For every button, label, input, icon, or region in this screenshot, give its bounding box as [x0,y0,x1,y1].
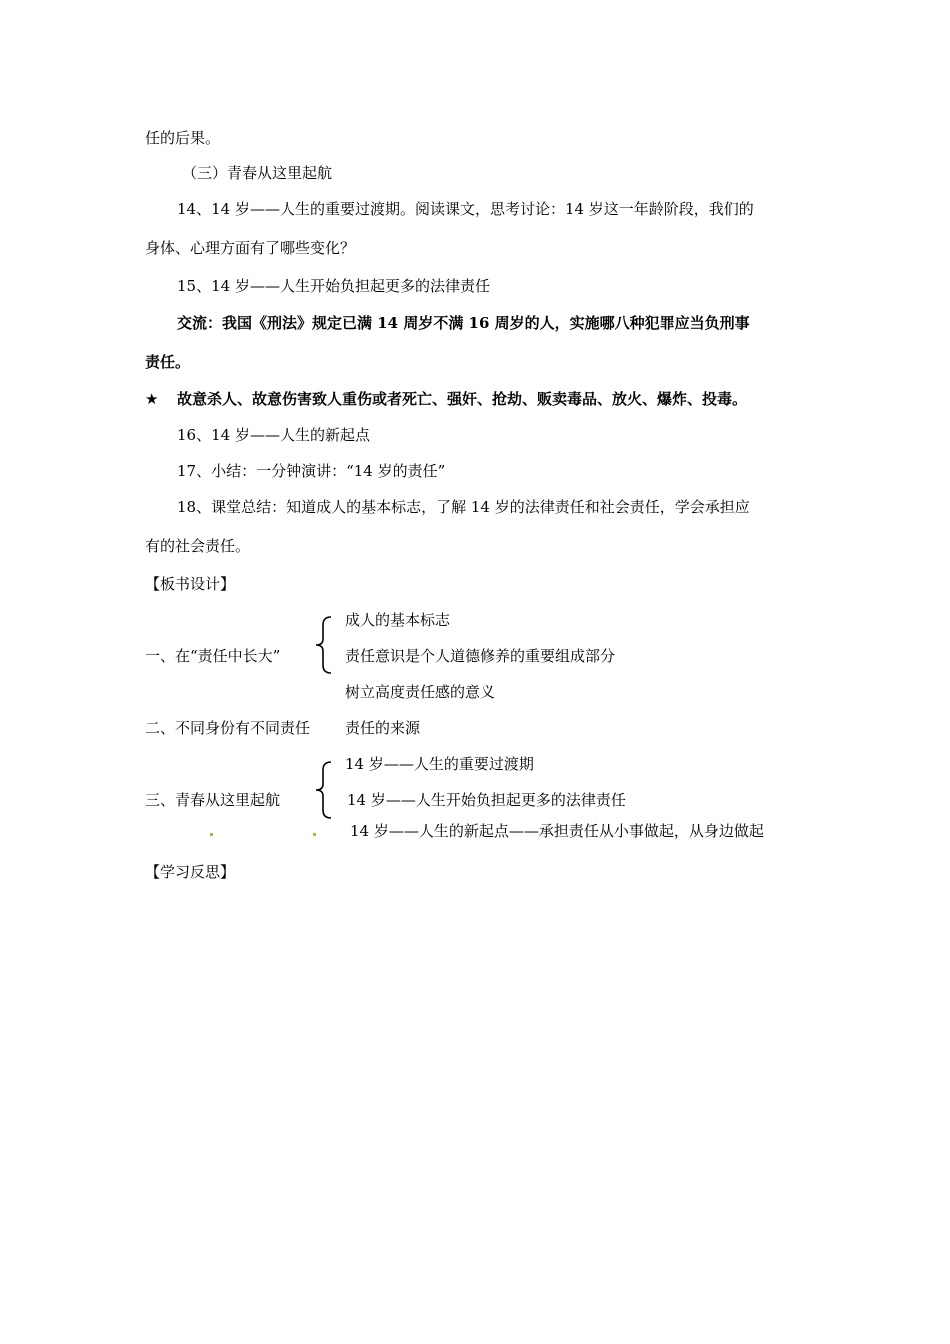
board-section-1-title: 一、在“责任中长大” [145,647,281,665]
paragraph-line: 14、14 岁——人生的重要过渡期。阅读课文，思考讨论：14 岁这一年龄阶段，我们的 [177,200,754,218]
reflection-heading: 【学习反思】 [145,863,236,881]
board-heading: 【板书设计】 [145,575,236,593]
board-section-2-title: 二、不同身份有不同责任 [145,719,311,737]
paragraph-line: 任的后果。 [145,129,221,147]
discussion-line: 交流：我国《刑法》规定已满 14 周岁不满 16 周岁的人，实施哪八种犯罪应当负刑事 [177,314,750,332]
board-item: 14 岁——人生开始负担起更多的法律责任 [347,791,626,809]
board-item: 成人的基本标志 [345,611,451,629]
discussion-line: 责任。 [145,353,191,371]
paragraph-line: 有的社会责任。 [145,537,251,555]
board-section-3-title: 三、青春从这里起航 [145,791,281,809]
board-item: 责任意识是个人道德修养的重要组成部分 [345,647,616,665]
board-item: 14 岁——人生的重要过渡期 [345,755,534,773]
star-icon: ★ [145,390,159,408]
board-item: 责任的来源 [345,719,421,737]
section-heading: （三）青春从这里起航 [182,164,333,182]
board-item: 树立高度责任感的意义 [345,683,496,701]
paragraph-line: 身体、心理方面有了哪些变化？ [145,239,356,257]
left-brace-icon [313,760,335,820]
paragraph-line: 17、小结：一分钟演讲：“14 岁的责任” [177,462,446,480]
speck-mark [210,833,213,836]
crime-list-line: 故意杀人、故意伤害致人重伤或者死亡、强奸、抢劫、贩卖毒品、放火、爆炸、投毒。 [177,390,748,408]
speck-mark [313,833,316,836]
paragraph-line: 15、14 岁——人生开始负担起更多的法律责任 [177,277,490,295]
left-brace-icon [313,615,335,675]
paragraph-line: 16、14 岁——人生的新起点 [177,426,370,444]
board-item: 14 岁——人生的新起点——承担责任从小事做起，从身边做起 [350,822,764,840]
paragraph-line: 18、课堂总结：知道成人的基本标志，了解 14 岁的法律责任和社会责任，学会承担应 [177,498,750,516]
